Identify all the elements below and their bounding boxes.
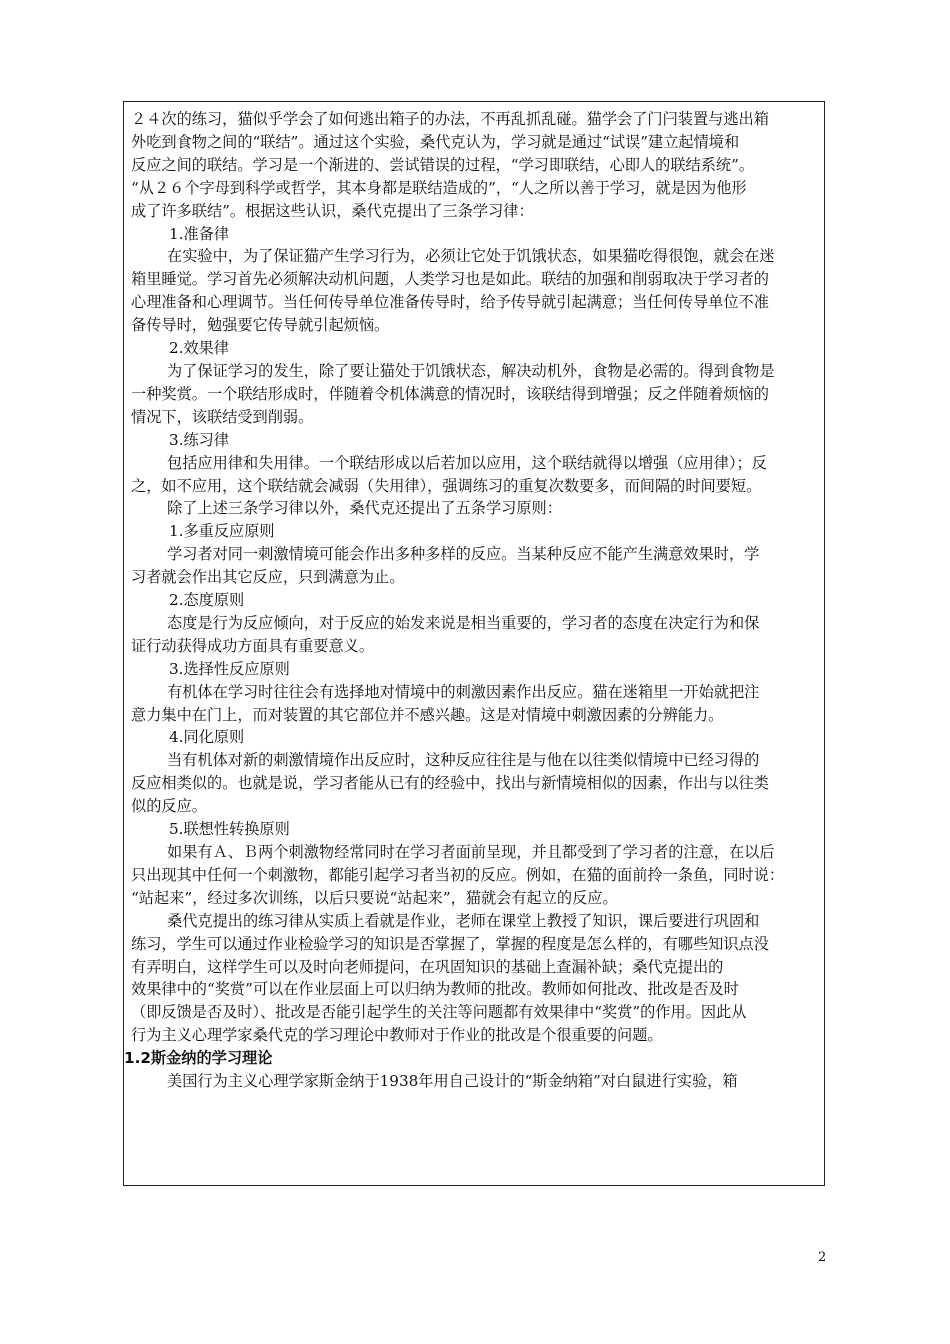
principle-heading-assimilation: 4.同化原则: [169, 728, 245, 747]
paragraph-line: 只出现其中任何一个刺激物，都能引起学习者当初的反应。例如，在猫的面前拎一条鱼，同时说：: [131, 865, 785, 884]
principle-heading-attitude: 2.态度原则: [169, 591, 245, 610]
paragraph-line: 成了许多联结”。根据这些认识，桑代克提出了三条学习律：: [131, 201, 534, 220]
law-heading-effect: 2.效果律: [169, 339, 230, 358]
paragraph-line: 心理准备和心理调节。当任何传导单位准备传导时，给予传导就引起满意；当任何传导单位不准: [131, 293, 769, 312]
paragraph-line: 外吃到食物之间的“联结”。通过这个实验，桑代克认为，学习就是通过“试误”建立起情境和: [131, 132, 740, 151]
paragraph-line: 似的反应。: [131, 797, 207, 816]
paragraph-line: 态度是行为反应倾向，对于反应的始发来说是相当重要的，学习者的态度在决定行为和保: [167, 613, 760, 632]
law-heading-readiness: 1.准备律: [169, 224, 230, 243]
paragraph-line: 效果律中的“奖赏”可以在作业层面上可以归纳为教师的批改。教师如何批改、批改是否及时: [131, 980, 739, 999]
paragraph-line: 一种奖赏。一个联结形成时，伴随着令机体满意的情况时，该联结得到增强；反之伴随着烦恼的: [131, 384, 769, 403]
principle-heading-associative-shifting: 5.联想性转换原则: [169, 820, 290, 839]
paragraph-line: 除了上述三条学习律以外，桑代克还提出了五条学习原则：: [167, 499, 562, 518]
paragraph-line: 桑代克提出的练习律从实质上看就是作业，老师在课堂上教授了知识，课后要进行巩固和: [167, 911, 760, 930]
paragraph-line: 行为主义心理学家桑代克的学习理论中教师对于作业的批改是个很重要的问题。: [131, 1026, 663, 1045]
law-heading-exercise: 3.练习律: [169, 430, 230, 449]
document-body: [124, 108, 821, 1093]
paragraph-line: 练习，学生可以通过作业检验学习的知识是否掌握了，掌握的程度是怎么样的，有哪些知识点没: [131, 934, 769, 953]
paragraph-line: 在实验中，为了保证猫产生学习行为，必须让它处于饥饿状态，如果猫吃得很饱，就会在迷: [167, 247, 775, 266]
paragraph-line: 习者就会作出其它反应，只到满意为止。: [131, 568, 405, 587]
paragraph-line: 如果有Ａ、Ｂ两个刺激物经常同时在学习者面前呈现，并且都受到了学习者的注意，在以后: [167, 843, 775, 861]
paragraph-line: 箱里睡觉。学习首先必须解决动机问题，人类学习也是如此。联结的加强和削弱取决于学习者的: [131, 270, 769, 289]
paragraph-line: 美国行为主义心理学家斯金纳于1938年用自己设计的“斯金纳箱”对白鼠进行实验，箱: [167, 1072, 738, 1091]
paragraph-line: （即反馈是否及时）、批改是否能引起学生的关注等问题都有效果律中“奖赏”的作用。因此从: [131, 1003, 747, 1022]
principle-heading-multiple-response: 1.多重反应原则: [169, 522, 275, 541]
paragraph-line: “站起来”，经过多次训练，以后只要说“站起来”，猫就会有起立的反应。: [131, 888, 618, 907]
paragraph-line: 学习者对同一刺激情境可能会作出多种多样的反应。当某种反应不能产生满意效果时，学: [167, 545, 760, 564]
paragraph-line: 当有机体对新的刺激情境作出反应时，这种反应往往是与他在以往类似情境中已经习得的: [167, 751, 760, 770]
paragraph-line: 反应之间的联结。学习是一个渐进的、尝试错误的过程，“学习即联结，心即人的联结系统”。: [131, 155, 755, 174]
paragraph-line: ２４次的练习，猫似乎学会了如何逃出箱子的办法，不再乱抓乱碰。猫学会了门闩装置与逃出箱: [131, 110, 769, 128]
paragraph-line: 为了保证学习的发生，除了要让猫处于饥饿状态，解决动机外，食物是必需的。得到食物是: [167, 361, 775, 380]
paragraph-line: “从２６个字母到科学或哲学，其本身都是联结造成的”，“人之所以善于学习，就是因为他形: [131, 178, 747, 197]
paragraph-line: 情况下，该联结受到削弱。: [131, 407, 314, 426]
paragraph-line: 证行动获得成功方面具有重要意义。: [131, 636, 374, 655]
paragraph-line: 之，如不应用，这个联结就会减弱（失用律），强调练习的重复次数要多，而间隔的时间要短。: [131, 476, 762, 495]
paragraph-line: 包括应用律和失用律。一个联结形成以后若加以应用，这个联结就得以增强（应用律）；反: [167, 453, 767, 472]
paragraph-line: 反应相类似的。也就是说，学习者能从已有的经验中，找出与新情境相似的因素，作出与以往类: [131, 774, 769, 793]
page-number: 2: [818, 1250, 827, 1265]
paragraph-line: 有机体在学习时往往会有选择地对情境中的刺激因素作出反应。猫在迷箱里一开始就把注: [167, 682, 760, 701]
section-heading: 1.2斯金纳的学习理论: [124, 1049, 273, 1068]
paragraph-line: 意力集中在门上，而对装置的其它部位并不感兴趣。这是对情境中刺激因素的分辨能力。: [131, 705, 724, 724]
paragraph-line: 备传导时，勉强要它传导就引起烦恼。: [131, 316, 390, 335]
principle-heading-selective-response: 3.选择性反应原则: [169, 659, 290, 678]
paragraph-line: 有弄明白，这样学生可以及时向老师提问，在巩固知识的基础上查漏补缺；桑代克提出的: [131, 957, 724, 976]
